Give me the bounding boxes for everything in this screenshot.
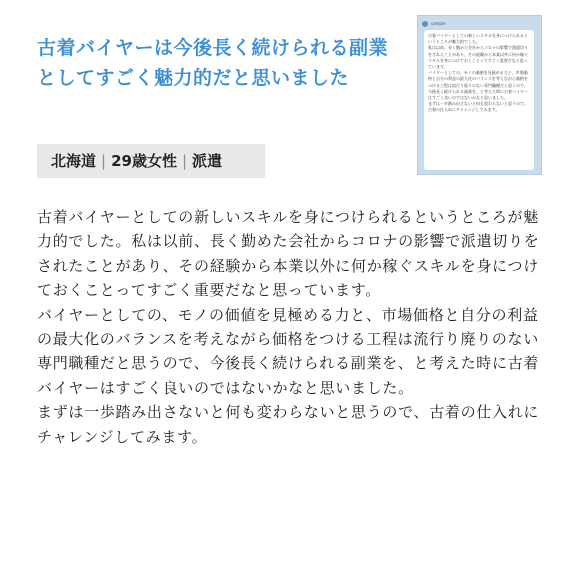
body-paragraph: バイヤーとしての、モノの価値を見極める力と、市場価格と自分の利益の最大化のバランスを考えながら価格をつける工程は流行り廃りのない専門職種だと思うので、今後長く続けられる副業を、と考えた時に古着バイヤーはすごく良いのではないかなと思いました。 (37, 305, 540, 397)
profile-age-gender: 29歳女性 (111, 152, 177, 170)
profile-separator: | (101, 152, 107, 170)
thumbnail-username: sample (431, 21, 446, 26)
body-paragraph: まずは一歩踏み出さないと何も変わらないと思うので、古着の仕入れにチャレンジしてみます。 (37, 403, 540, 446)
headline: 古着バイヤーは今後長く続けられる副業としてすごく魅力的だと思いました (37, 37, 389, 89)
testimonial-body (37, 205, 551, 449)
profile-region: 北海道 (51, 152, 97, 170)
avatar (422, 21, 428, 27)
profile-tag (37, 144, 265, 178)
profile-separator: | (181, 152, 188, 170)
message-bubble: 古着バイヤーとしての新しいスキルを身につけられるというところが魅力的でした。 私は以前、長く勤めた会社からコロナの影響で派遣切りをされたことがあり、その経験から本業以外に何か稼ぐスキルを身につけておくことってすごく重要だなと思っています。 バイヤーとしての、モノの価値を見極める力と、市場価格と自分の利益の最大化のバランスを考えながら価格をつける工程は流行り廃りのない専門職種だと思うので、今後長く続けられる副業を、と考えた時に古着バイヤーはすごく良いのではないかなと思いました。 まずは一歩踏み出さないと何も変わらないと思うので、古着の仕入れにチャレンジしてみます。 (424, 30, 534, 170)
chat-screenshot-thumbnail (417, 15, 542, 175)
body-paragraph: 古着バイヤーとしての新しいスキルを身につけられるというところが魅力的でした。私は以前、長く勤めた会社からコロナの影響で派遣切りをされたことがあり、その経験から本業以外に何か稼ぐスキルを身につけておくことってすごく重要だなと思っています。 (37, 208, 540, 300)
profile-occupation: 派遣 (192, 152, 223, 170)
